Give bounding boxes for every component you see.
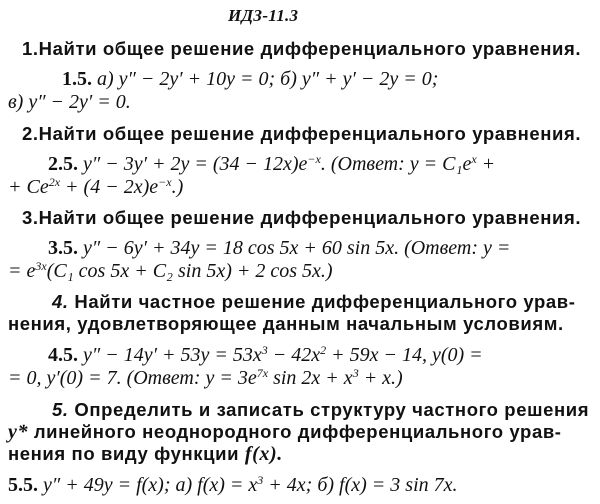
problem-1-5-equations: а) y″ − 2y′ + 10y = 0; б) y″ + y′ − 2y = 0; xyxy=(97,68,439,90)
task-5-heading-line-1 xyxy=(52,399,589,421)
task-4-number: 4. xyxy=(52,291,69,312)
task-2-number: 2. xyxy=(22,123,39,144)
task-5-text-3: нения по виду функции xyxy=(8,443,245,464)
exponent: −x xyxy=(307,152,321,166)
answer-part: + (4 − 2x)e xyxy=(60,176,159,198)
particular-solution-symbol: y* xyxy=(8,421,29,443)
task-5-text-1: Определить и записать структуру частного решения xyxy=(74,399,590,420)
problem-2-5-line-2 xyxy=(8,176,183,198)
equation-part: y″ + 49y = f(x); а) f(x) = x xyxy=(43,474,258,496)
continuation: + xyxy=(476,153,496,175)
task-3-heading xyxy=(22,207,581,229)
task-3-number: 3. xyxy=(22,207,39,228)
answer-part: + x.) xyxy=(358,367,403,389)
exponent: 3x xyxy=(35,259,47,273)
task-4-text-2: нения, удовлетворяющее данным начальным условиям. xyxy=(8,313,564,334)
problem-2-5-equation: y″ − 3y′ + 2y = (34 − 12x)e xyxy=(83,153,308,175)
problem-4-5-number: 4.5. xyxy=(48,344,78,366)
problem-1-5-line-1 xyxy=(62,68,438,90)
answer-start: . (Ответ: y = C₁e xyxy=(320,153,472,175)
task-4-heading-line-1 xyxy=(52,291,576,313)
task-4-text-1: Найти частное решение дифференциального урав- xyxy=(74,291,576,312)
problem-1-5-number: 1.5. xyxy=(62,68,92,90)
exponent: 2 xyxy=(320,343,327,357)
task-2-heading xyxy=(22,123,581,145)
function-symbol: f(x). xyxy=(244,443,283,465)
exponent: x xyxy=(471,152,477,166)
equation-part: + 59x − 14, y(0) = xyxy=(326,344,483,366)
exponent: 3 xyxy=(261,343,268,357)
task-5-text-2: линейного неоднородного дифференциального урав- xyxy=(28,421,562,442)
problem-3-5-equation: y″ − 6y′ + 34y = 18 cos 5x + 60 sin 5x. (Ответ: y = xyxy=(83,237,511,259)
task-1-number: 1. xyxy=(22,38,39,59)
problem-3-5-number: 3.5. xyxy=(48,237,78,259)
problem-1-5-equation-c: в) y″ − 2y′ = 0. xyxy=(8,91,131,113)
problem-4-5-line-1 xyxy=(48,344,483,366)
answer-part: + Ce xyxy=(8,176,49,198)
equation-part: y″ − 14y′ + 53y = 53x xyxy=(83,344,262,366)
problem-3-5-line-2 xyxy=(8,260,333,282)
exponent: −x xyxy=(158,175,172,189)
problem-4-5-line-2 xyxy=(8,367,403,389)
task-3-text: Найти общее решение дифференциального уравнения. xyxy=(38,207,582,228)
equation-part: + 4x; б) f(x) = 3 sin 7x. xyxy=(263,474,458,496)
problem-2-5-line-1 xyxy=(48,153,495,175)
problem-2-5-number: 2.5. xyxy=(48,153,78,175)
problem-5-5-number: 5.5. xyxy=(8,474,38,496)
problem-3-5-line-1 xyxy=(48,237,510,259)
task-4-heading-line-2 xyxy=(8,313,564,335)
answer-part: (C₁ cos 5x + C₂ sin 5x) + 2 cos 5x.) xyxy=(46,260,333,282)
task-5-heading-line-2 xyxy=(8,421,562,443)
task-1-heading xyxy=(22,38,581,60)
answer-end: .) xyxy=(171,176,184,198)
equation-part: − 42x xyxy=(267,344,321,366)
page-title: ИДЗ-11.3 xyxy=(228,6,299,25)
task-5-heading-line-3 xyxy=(8,443,283,465)
exponent: 3 xyxy=(352,366,359,380)
task-1-text: Найти общее решение дифференциального уравнения. xyxy=(38,38,582,59)
task-5-number: 5. xyxy=(52,399,69,420)
answer-part: sin 2x + x xyxy=(268,367,353,389)
task-2-text: Найти общее решение дифференциального уравнения. xyxy=(38,123,582,144)
exponent: 2x xyxy=(48,175,61,189)
exponent: 3 xyxy=(257,473,264,487)
problem-1-5-line-2 xyxy=(8,91,131,113)
answer-part: = e xyxy=(8,260,36,282)
problem-5-5-line-1 xyxy=(8,474,458,496)
exponent: 7x xyxy=(256,366,269,380)
answer-part: = 0, y′(0) = 7. (Ответ: y = 3e xyxy=(8,367,257,389)
